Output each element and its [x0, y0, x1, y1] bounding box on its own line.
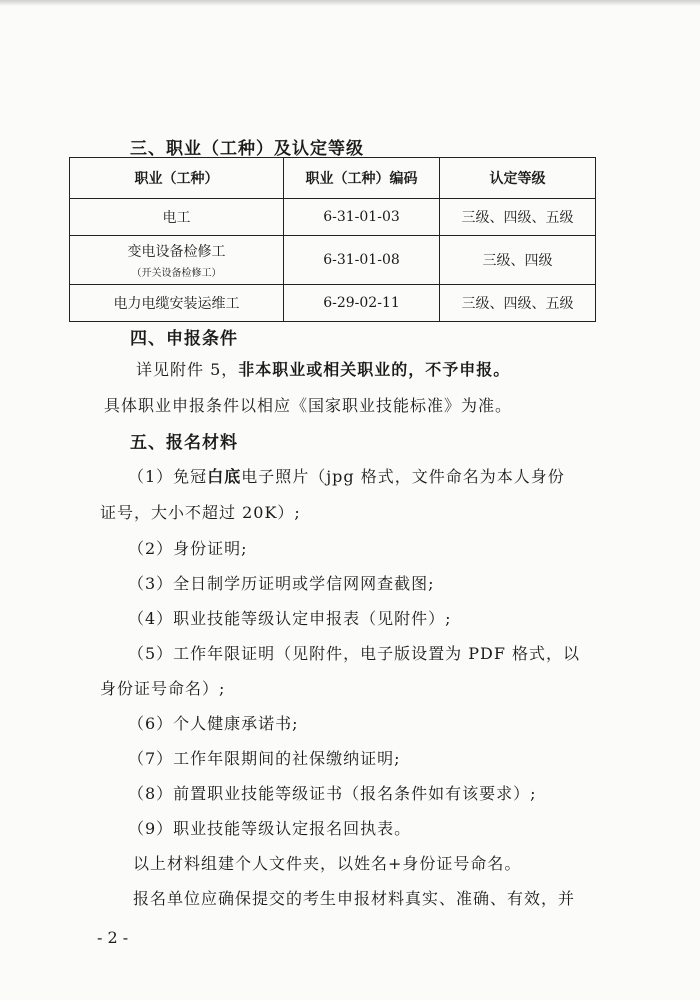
folder-note: 以上材料组建个人文件夹，以姓名+身份证号命名。 — [133, 854, 522, 873]
occupation-name-cell — [70, 236, 284, 285]
material-item-1-b: 电子照片（jpg 格式，文件命名为本人身份 — [241, 467, 565, 486]
occupation-level: 三级、四级 — [440, 236, 596, 285]
occupation-level: 三级、四级、五级 — [440, 199, 596, 236]
section-3-heading: 三、职业（工种）及认定等级 — [130, 139, 364, 159]
material-item-8: （8）前置职业技能等级证书（报名条件如有该要求）; — [128, 784, 537, 803]
material-item-1-continued: 证号，大小不超过 20K）; — [100, 503, 301, 522]
material-item-6: （6）个人健康承诺书; — [128, 714, 299, 733]
occupation-code: 6-31-01-08 — [284, 236, 440, 285]
table-row — [70, 285, 596, 322]
material-item-7: （7）工作年限期间的社保缴纳证明; — [128, 749, 401, 768]
occupation-code: 6-29-02-11 — [284, 285, 440, 322]
header-occupation: 职业（工种） — [70, 158, 284, 199]
table-row — [70, 236, 596, 285]
occupation-name: 电工 — [70, 199, 284, 236]
table-row — [70, 199, 596, 236]
section-5-heading: 五、报名材料 — [130, 433, 238, 453]
material-item-1-emphasis: 白底 — [207, 467, 242, 486]
material-item-3: （3）全日制学历证明或学信网网查截图; — [128, 574, 435, 593]
material-item-2: （2）身份证明; — [128, 539, 248, 558]
final-line: 报名单位应确保提交的考生申报材料真实、准确、有效，并 — [133, 889, 576, 908]
occupation-subname: （开关设备检修工） — [131, 268, 222, 279]
page-number: - 2 - — [97, 928, 129, 947]
material-item-4: （4）职业技能等级认定申报表（见附件）; — [128, 609, 452, 628]
occupation-table — [69, 157, 596, 322]
occupation-code: 6-31-01-03 — [284, 199, 440, 236]
header-code: 职业（工种）编码 — [284, 158, 440, 199]
material-item-1 — [128, 464, 565, 487]
occupation-name: 变电设备检修工 — [127, 244, 226, 260]
table-header-row — [70, 158, 596, 199]
material-item-5: （5）工作年限证明（见附件，电子版设置为 PDF 格式，以 — [128, 644, 581, 663]
conditions-line-2: 具体职业申报条件以相应《国家职业技能标准》为准。 — [104, 396, 513, 415]
material-item-1-a: （1）免冠 — [128, 467, 208, 486]
occupation-name: 电力电缆安装运维工 — [70, 285, 284, 322]
occupation-level: 三级、四级、五级 — [440, 285, 596, 322]
material-item-9: （9）职业技能等级认定报名回执表。 — [128, 819, 412, 838]
conditions-line-1-emphasis: 非本职业或相关职业的，不予申报。 — [238, 360, 511, 379]
header-level: 认定等级 — [440, 158, 596, 199]
section-4-heading: 四、申报条件 — [130, 329, 238, 349]
conditions-line-1 — [136, 357, 510, 380]
conditions-line-1-prefix: 详见附件 5， — [136, 360, 239, 379]
material-item-5-continued: 身份证号命名）; — [100, 679, 226, 698]
scan-edge — [0, 0, 700, 6]
